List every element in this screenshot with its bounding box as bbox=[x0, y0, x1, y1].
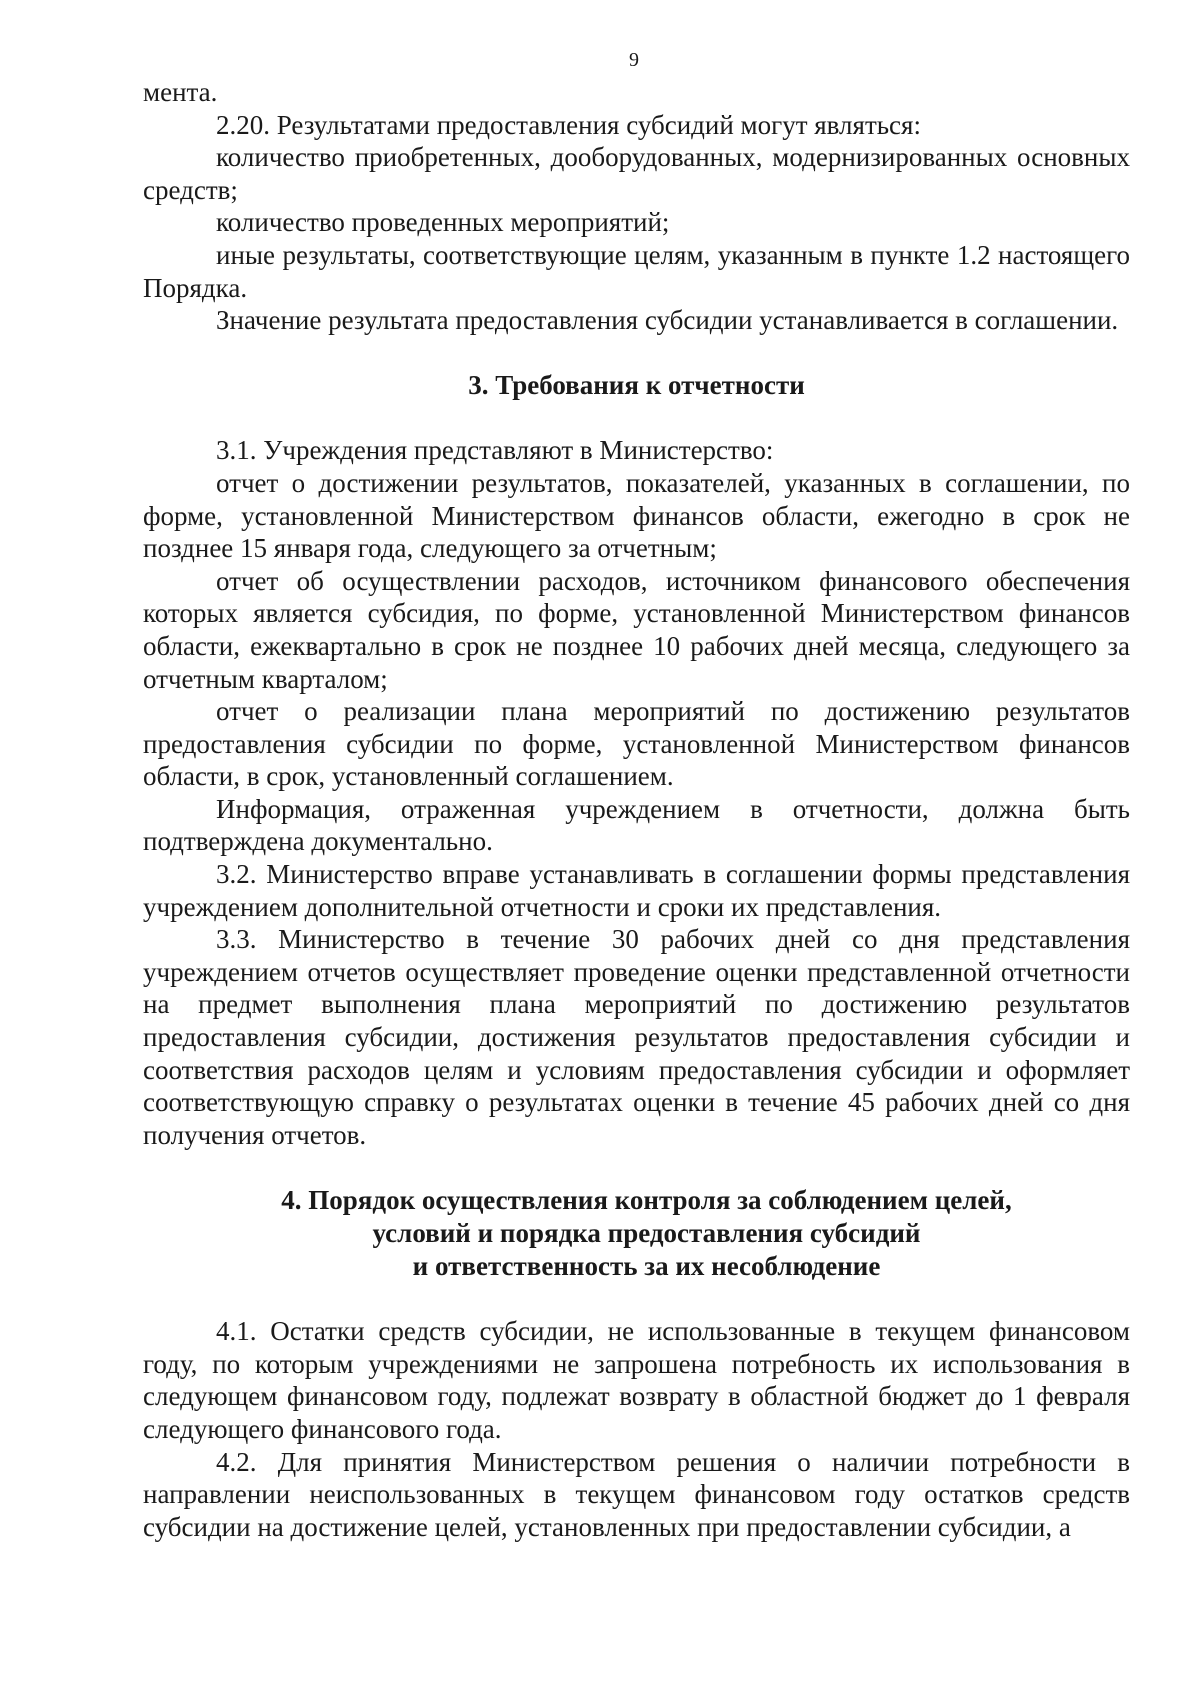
paragraph: 4.1. Остатки средств субсидии, не использованные в текущем финансовом году, по которым учреждениями не запрошена потребность их использования в следующем финансовом году, подлежат возврату в областной бюджет до 1 февраля следующего финансового года. bbox=[143, 1316, 1130, 1444]
paragraph: 3.2. Министерство вправе устанавливать в соглашении формы представления учреждением дополнительной отчетности и сроки их представления. bbox=[143, 859, 1130, 922]
document-body bbox=[143, 76, 1130, 1543]
paragraph: отчет об осуществлении расходов, источником финансового обеспечения которых является субсидия, по форме, установленной Министерством финансов области, ежеквартально в срок не позднее 10 рабочих дней месяца, следующего за отчетным кварталом; bbox=[143, 565, 1130, 694]
paragraph: 3.1. Учреждения представляют в Министерство: bbox=[216, 435, 774, 466]
paragraph: отчет о реализации плана мероприятий по достижению результатов предоставления субсидии по форме, установленной Министерством финансов области, в срок, установленный соглашением. bbox=[143, 696, 1130, 792]
paragraph: Информация, отраженная учреждением в отчетности, должна быть подтверждена документально. bbox=[143, 793, 1130, 857]
spacer bbox=[143, 1282, 1130, 1315]
paragraph: количество проведенных мероприятий; bbox=[216, 207, 670, 238]
spacer bbox=[143, 337, 1130, 369]
spacer bbox=[143, 401, 1130, 434]
section-4-heading bbox=[143, 1184, 1130, 1282]
paragraph: 4.2. Для принятия Министерством решения о наличии потребности в направлении неиспользованных в текущем финансовом году остатков средств субсидии на достижение целей, установленных при предоставлении субсидии, а bbox=[143, 1446, 1130, 1542]
paragraph: Значение результата предоставления субсидии устанавливается в соглашении. bbox=[216, 305, 1119, 336]
paragraph: мента. bbox=[143, 77, 218, 107]
spacer bbox=[143, 1151, 1130, 1184]
paragraph: иные результаты, соответствующие целям, указанным в пункте 1.2 настоящего Порядка. bbox=[143, 239, 1130, 303]
page-number: 9 bbox=[629, 49, 639, 71]
section-4-heading-line: условий и порядка предоставления субсидий bbox=[372, 1218, 921, 1248]
section-4-heading-line: 4. Порядок осуществления контроля за соблюдением целей, bbox=[281, 1185, 1012, 1216]
paragraph: 3.3. Министерство в течение 30 рабочих дней со дня представления учреждением отчетов осуществляет проведение оценки представленной отчетности на предмет выполнения плана мероприятий по достижению результатов предоставления субсидии, достижения результатов предоставления субсидии и соответствия расходов целям и условиям предоставления субсидии и оформляет соответствующую справку о результатах оценки в течение 45 рабочих дней со дня получения отчетов. bbox=[143, 924, 1130, 1150]
section-3-heading: 3. Требования к отчетности bbox=[468, 369, 805, 400]
paragraph: 2.20. Результатами предоставления субсидий могут являться: bbox=[216, 109, 921, 140]
paragraph: отчет о достижении результатов, показателей, указанных в соглашении, по форме, установленной Министерством финансов области, ежегодно в срок не позднее 15 января года, следующего за отчетным; bbox=[143, 467, 1130, 564]
paragraph: количество приобретенных, дооборудованных, модернизированных основных средств; bbox=[143, 142, 1130, 205]
section-4-heading-line: и ответственность за их несоблюдение bbox=[412, 1250, 881, 1281]
